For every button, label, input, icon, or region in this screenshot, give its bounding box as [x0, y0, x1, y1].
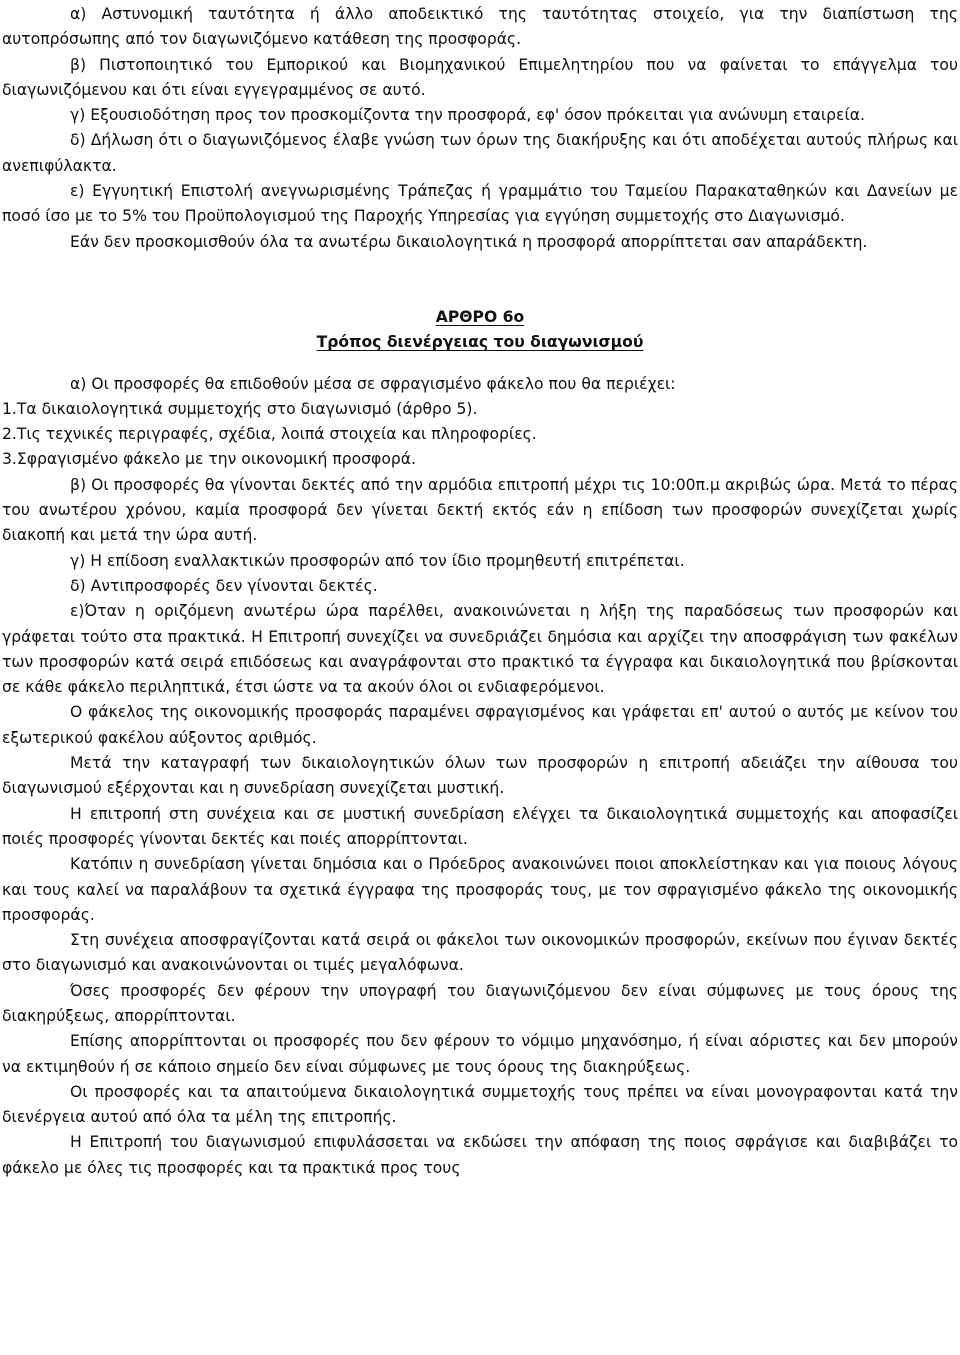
paragraph: Η Επιτροπή του διαγωνισμού επιφυλάσσεται να εκδώσει την απόφαση της ποιος σφράγισε και διαβιβάζει το φάκελο με όλες τις προσφορές και τα πρακτικά προς τους: [2, 1133, 958, 1177]
paragraph: 2.Τις τεχνικές περιγραφές, σχέδια, λοιπά στοιχεία και πληροφορίες.: [2, 425, 537, 444]
paragraph: α) Οι προσφορές θα επιδοθούν μέσα σε σφραγισμένο φάκελο που θα περιέχει:: [70, 374, 676, 393]
list-item: γ) Εξουσιοδότηση προς τον προσκομίζοντα την προσφορά, εφ' όσον πρόκειται για ανώνυμη εταιρεία.: [70, 106, 865, 125]
article-number: ΑΡΘΡΟ 6ο: [435, 307, 525, 326]
list-item: β) Πιστοποιητικό του Εμπορικού και Βιομηχανικού Επιμελητηρίου που να φαίνεται το επάγγελμα του διαγωνιζόμενου και ότι είναι εγγεγραμμένος σε αυτό.: [2, 55, 958, 99]
article-title: Τρόπος διενέργειας του διαγωνισμού: [316, 333, 644, 352]
paragraph: Η επιτροπή στη συνέχεια και σε μυστική συνεδρίαση ελέγχει τα δικαιολογητικά συμμετοχής και αποφασίζει ποιές προσφορές γίνονται δεκτές και ποιές απορρίπτονται.: [2, 804, 958, 848]
paragraph: ε)Όταν η οριζόμενη ανωτέρω ώρα παρέλθει, ανακοινώνεται η λήξη της παραδόσεως των προσφορών και γράφεται τούτο στα πρακτικά. Η Επιτροπή συνεχίζει να συνεδριάζει δημόσια και αρχίζει την αποσφράγιση των φακέλων των προσφορών κατά σειρά επιδόσεως και αναγράφονται στο πρακτικό τα έγγραφα και δικαιολογητικά που βρίσκονται σε κάθε φάκελο περιληπτικά, έτσι ώστε να τα ακούν όλοι οι ενδιαφερόμενοι.: [2, 602, 958, 697]
list-item: δ) Δήλωση ότι ο διαγωνιζόμενος έλαβε γνώση των όρων της διακήρυξης και ότι αποδέχεται αυτούς πλήρως και ανεπιφύλακτα.: [2, 131, 958, 175]
paragraph: Κατόπιν η συνεδρίαση γίνεται δημόσια και ο Πρόεδρος ανακοινώνει ποιοι αποκλείστηκαν και για ποιους λόγους και τους καλεί να παραλάβουν τα σχετικά έγγραφα της προσφοράς τους, με τον σφραγισμένο φάκελο της οικονομικής προσφοράς.: [2, 855, 958, 924]
paragraph: δ) Αντιπροσφορές δεν γίνονται δεκτές.: [70, 576, 378, 595]
paragraph: Οι προσφορές και τα απαιτούμενα δικαιολογητικά συμμετοχής τους πρέπει να είναι μονογραφονται κατά την διενέργεια αυτού από όλα τα μέλη της επιτροπής.: [2, 1082, 958, 1127]
paragraph: 1.Τα δικαιολογητικά συμμετοχής στο διαγωνισμό (άρθρο 5).: [2, 399, 478, 418]
article-body: [2, 372, 958, 1182]
rejection-note: Εάν δεν προσκομισθούν όλα τα ανωτέρω δικαιολογητικά η προσφορά απορρίπτεται σαν απαράδεκτη.: [70, 232, 868, 251]
list-item: α) Αστυνομική ταυτότητα ή άλλο αποδεικτικό της ταυτότητας στοιχείο, για την διαπίστωση της αυτοπρόσωπης από τον διαγωνιζόμενο κατάθεση της προσφοράς.: [2, 5, 958, 49]
paragraph: Στη συνέχεια αποσφραγίζονται κατά σειρά οι φάκελοι των οικονομικών προσφορών, εκείνων που έγιναν δεκτές στο διαγωνισμό και ανακοινώνονται οι τιμές μεγαλόφωνα.: [2, 931, 958, 975]
required-documents-list: [2, 2, 958, 255]
paragraph: γ) Η επίδοση εναλλακτικών προσφορών από τον ίδιο προμηθευτή επιτρέπεται.: [70, 551, 685, 570]
spacer: [2, 255, 958, 305]
paragraph: β) Οι προσφορές θα γίνονται δεκτές από την αρμόδια επιτροπή μέχρι τις 10:00π.μ ακριβώς ώρα. Μετά το πέρας του ανωτέρου χρόνου, καμία προσφορά δεν γίνεται δεκτή εκτός εάν η επίδοση των προσφορών συνεχίζεται χωρίς διακοπή και μετά την ώρα αυτή.: [2, 475, 958, 545]
paragraph: Όσες προσφορές δεν φέρουν την υπογραφή του διαγωνιζόμενου δεν είναι σύμφωνες με τους όρους της διακηρύξεως, απορρίπτονται.: [2, 981, 958, 1025]
spacer: [2, 356, 958, 372]
paragraph: Ο φάκελος της οικονομικής προσφοράς παραμένει σφραγισμένος και γράφεται επ' αυτού ο αυτός με κείνον του εξωτερικού φακέλου αύξοντος αριθμός.: [2, 703, 958, 747]
paragraph: 3.Σφραγισμένο φάκελο με την οικονομική προσφορά.: [2, 450, 416, 469]
list-item: ε) Εγγυητική Επιστολή ανεγνωρισμένης Τράπεζας ή γραμμάτιο του Ταμείου Παρακαταθηκών και Δανείων με ποσό ίσο με το 5% του Προϋπολογισμού της Παροχής Υπηρεσίας για εγγύηση συμμετοχής στο Διαγωνισμό.: [2, 182, 958, 226]
paragraph: Επίσης απορρίπτονται οι προσφορές που δεν φέρουν το νόμιμο μηχανόσημο, ή είναι αόριστες και δεν μπορούν να εκτιμηθούν ή σε κάποιο σημείο δεν είναι σύμφωνες με τους όρους της διακηρύξεως.: [2, 1032, 958, 1076]
paragraph: Μετά την καταγραφή των δικαιολογητικών όλων των προσφορών η επιτροπή αδειάζει την αίθουσα του διαγωνισμού εξέρχονται και η συνεδρίαση συνεχίζεται μυστική.: [2, 754, 958, 798]
